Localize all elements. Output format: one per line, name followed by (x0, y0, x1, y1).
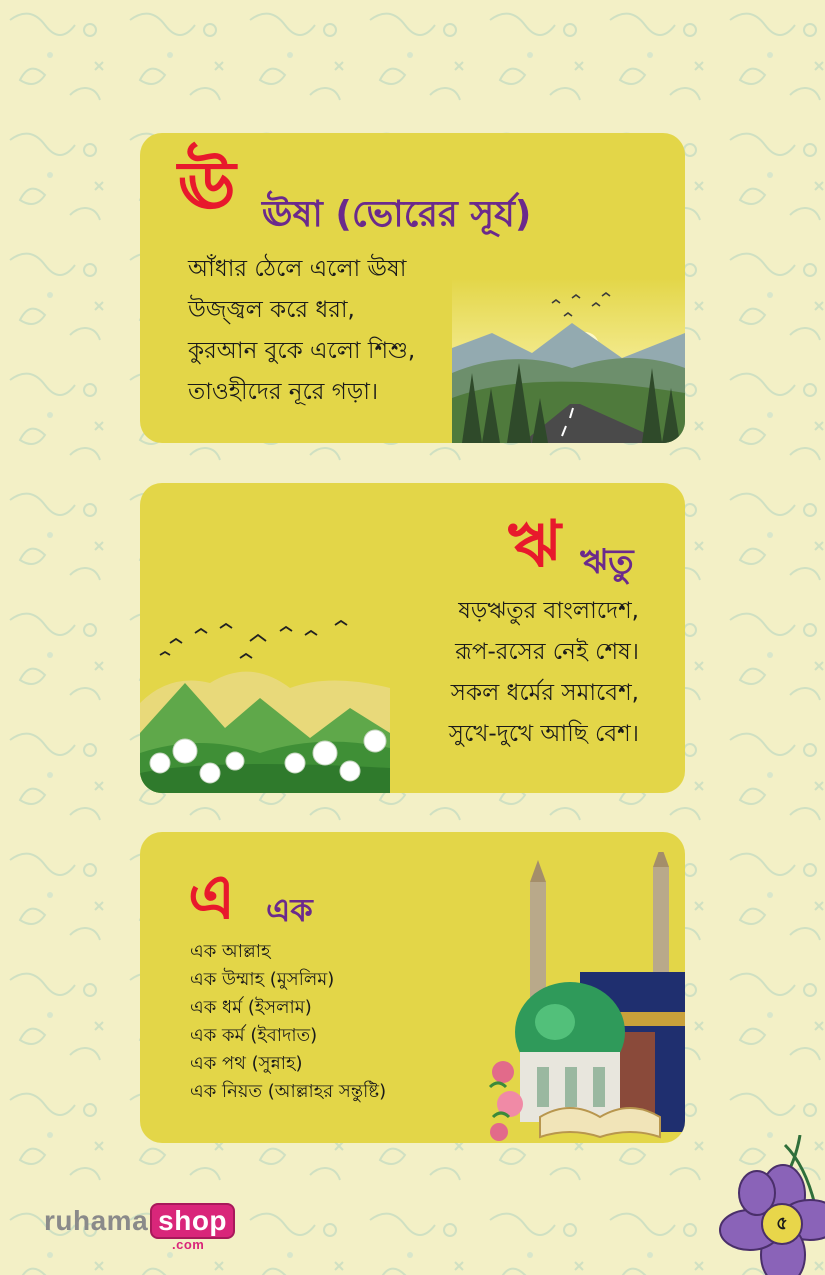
poem-line: তাওহীদের নূরে গড়া। (188, 379, 379, 405)
card-title: ঋতু (580, 542, 634, 582)
mosque-kaaba-illustration (485, 852, 685, 1143)
card-title: এক (266, 891, 313, 929)
ruhama-shop-logo (44, 1203, 235, 1252)
list-item: এক নিয়ত (আল্লাহর সন্তুষ্টি) (190, 1081, 387, 1102)
poem-line: সকল ধর্মের সমাবেশ, (450, 680, 639, 706)
poem-line: উজ্জ্বল করে ধরা, (188, 297, 355, 323)
page-number: ৫ (776, 1213, 788, 1234)
list-item: এক পথ (সুন্নাহ) (190, 1053, 303, 1074)
list-item: এক ধর্ম (ইসলাম) (190, 997, 312, 1018)
sunrise-road-illustration (452, 278, 685, 443)
flower-corner-icon (705, 1135, 825, 1275)
list-item: এক আল্লাহ (190, 941, 271, 962)
letter-ri: ঋ (508, 508, 561, 582)
poem-line: রূপ-রসের নেই শেষ। (455, 639, 639, 665)
poem (449, 591, 639, 755)
poem-line: ষড়ঋতুর বাংলাদেশ, (458, 598, 639, 624)
list-item: এক কর্ম (ইবাদাত) (190, 1025, 318, 1046)
card-usha (140, 133, 685, 443)
card-title: ঊষা (ভোরের সূর্য) (262, 194, 532, 235)
poem-line: সুখে-দুখে আছি বেশ। (448, 721, 639, 747)
poem (188, 249, 415, 413)
logo-domain: .com (172, 1237, 205, 1252)
logo-main-text: ruhama (44, 1205, 149, 1236)
hills-flowers-illustration (140, 613, 390, 793)
letter-e: এ (188, 860, 236, 933)
card-ek (140, 832, 685, 1143)
logo-shop-badge: shop (150, 1203, 235, 1239)
unity-list (190, 938, 386, 1106)
letter-uu: ঊ (178, 147, 236, 226)
list-item: এক উম্মাহ (মুসলিম) (190, 969, 335, 990)
poem-line: কুরআন বুকে এলো শিশু, (188, 338, 416, 364)
card-ritu (140, 483, 685, 793)
poem-line: আঁধার ঠেলে এলো ঊষা (188, 256, 407, 282)
